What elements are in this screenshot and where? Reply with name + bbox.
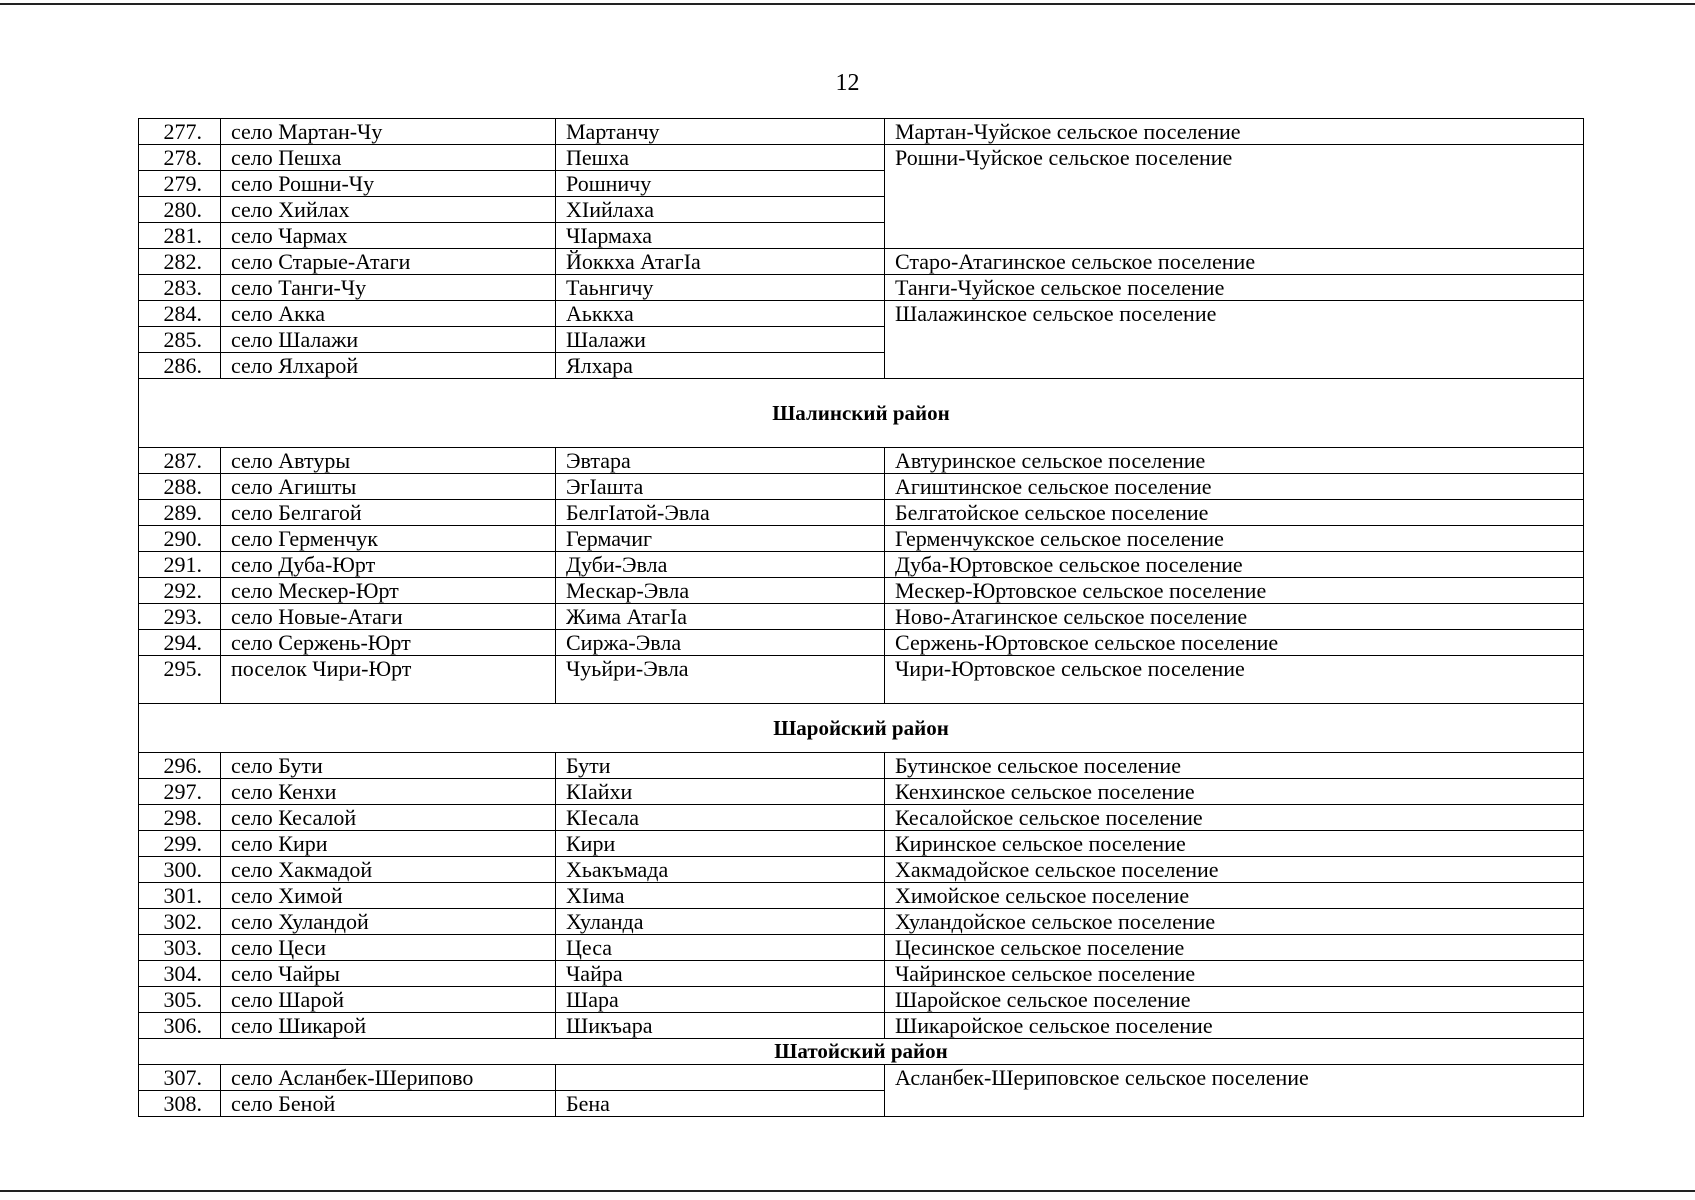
row-number: 294. [139, 630, 221, 656]
settlement-name: село Агишты [221, 474, 556, 500]
settlement-name: село Цеси [221, 935, 556, 961]
settlement-name: село Акка [221, 301, 556, 327]
chechen-name: Шара [556, 987, 885, 1013]
chechen-name: КIесала [556, 805, 885, 831]
row-number: 292. [139, 578, 221, 604]
chechen-name: Сиржа-Эвла [556, 630, 885, 656]
settlement-name: село Белгагой [221, 500, 556, 526]
settlement-name: село Шикарой [221, 1013, 556, 1039]
chechen-name: Гермачиг [556, 526, 885, 552]
chechen-name: Хьакъмада [556, 857, 885, 883]
chechen-name: Чуьйри-Эвла [556, 656, 885, 704]
settlement-name: село Хуландой [221, 909, 556, 935]
settlement-name: село Хакмадой [221, 857, 556, 883]
chechen-name: Чайра [556, 961, 885, 987]
municipality-name: Автуринское сельское поселение [885, 448, 1584, 474]
settlement-name: село Хийлах [221, 197, 556, 223]
chechen-name: Ялхара [556, 353, 885, 379]
table-row [139, 935, 1584, 961]
row-number: 281. [139, 223, 221, 249]
chechen-name: Мескар-Эвла [556, 578, 885, 604]
table-row [139, 909, 1584, 935]
municipality-name: Хакмадойское сельское поселение [885, 857, 1584, 883]
chechen-name: Кири [556, 831, 885, 857]
settlement-name: село Мартан-Чу [221, 119, 556, 145]
municipality-name: Белгатойское сельское поселение [885, 500, 1584, 526]
chechen-name: Мартанчу [556, 119, 885, 145]
municipality-name: Танги-Чуйское сельское поселение [885, 275, 1584, 301]
row-number: 279. [139, 171, 221, 197]
table-row [139, 552, 1584, 578]
chechen-name: Бена [556, 1091, 885, 1117]
chechen-name: Шалажи [556, 327, 885, 353]
table-row [139, 961, 1584, 987]
region-header-row [139, 1039, 1584, 1065]
municipality-name: Бутинское сельское поселение [885, 753, 1584, 779]
region-title: Шаройский район [139, 704, 1584, 753]
row-number: 301. [139, 883, 221, 909]
region-title: Шалинский район [139, 379, 1584, 448]
settlement-name: село Сержень-Юрт [221, 630, 556, 656]
settlement-name: село Пешха [221, 145, 556, 171]
table-row [139, 448, 1584, 474]
municipality-name: Кенхинское сельское поселение [885, 779, 1584, 805]
row-number: 302. [139, 909, 221, 935]
table-row [139, 1013, 1584, 1039]
chechen-name: Рошничу [556, 171, 885, 197]
table-row [139, 500, 1584, 526]
row-number: 304. [139, 961, 221, 987]
municipality-name: Ново-Атагинское сельское поселение [885, 604, 1584, 630]
row-number: 295. [139, 656, 221, 704]
table-row [139, 145, 1584, 171]
settlement-name: село Новые-Атаги [221, 604, 556, 630]
row-number: 283. [139, 275, 221, 301]
settlement-name: село Кесалой [221, 805, 556, 831]
settlement-name: село Мескер-Юрт [221, 578, 556, 604]
chechen-name: ХIийлаха [556, 197, 885, 223]
table-row [139, 526, 1584, 552]
row-number: 290. [139, 526, 221, 552]
row-number: 300. [139, 857, 221, 883]
chechen-name: Дуби-Эвла [556, 552, 885, 578]
row-number: 297. [139, 779, 221, 805]
table-row [139, 474, 1584, 500]
municipality-name: Шикаройское сельское поселение [885, 1013, 1584, 1039]
chechen-name: ЧIармаха [556, 223, 885, 249]
row-number: 299. [139, 831, 221, 857]
settlement-name: село Кири [221, 831, 556, 857]
settlement-name: село Чайры [221, 961, 556, 987]
region-header-row [139, 379, 1584, 448]
row-number: 303. [139, 935, 221, 961]
row-number: 298. [139, 805, 221, 831]
municipality-name: Шаройское сельское поселение [885, 987, 1584, 1013]
table-row [139, 857, 1584, 883]
municipality-name: Цесинское сельское поселение [885, 935, 1584, 961]
row-number: 282. [139, 249, 221, 275]
settlement-name: село Шарой [221, 987, 556, 1013]
row-number: 293. [139, 604, 221, 630]
municipality-name: Рошни-Чуйское сельское поселение [885, 145, 1584, 249]
table-row [139, 578, 1584, 604]
row-number: 296. [139, 753, 221, 779]
municipality-name: Кесалойское сельское поселение [885, 805, 1584, 831]
row-number: 307. [139, 1065, 221, 1091]
municipality-name: Киринское сельское поселение [885, 831, 1584, 857]
chechen-name: ЭгIашта [556, 474, 885, 500]
row-number: 308. [139, 1091, 221, 1117]
settlement-name: село Беной [221, 1091, 556, 1117]
row-number: 278. [139, 145, 221, 171]
table-row [139, 1065, 1584, 1091]
chechen-name [556, 1065, 885, 1091]
table-row [139, 987, 1584, 1013]
settlements-table [138, 118, 1584, 1117]
municipality-name: Хуландойское сельское поселение [885, 909, 1584, 935]
table-row [139, 779, 1584, 805]
chechen-name: БелгIатой-Эвла [556, 500, 885, 526]
chechen-name: Бути [556, 753, 885, 779]
scan-edge-bottom [0, 1190, 1695, 1192]
municipality-name: Агиштинское сельское поселение [885, 474, 1584, 500]
municipality-name: Сержень-Юртовское сельское поселение [885, 630, 1584, 656]
municipality-name: Старо-Атагинское сельское поселение [885, 249, 1584, 275]
row-number: 289. [139, 500, 221, 526]
settlement-name: село Ялхарой [221, 353, 556, 379]
table-row [139, 753, 1584, 779]
row-number: 305. [139, 987, 221, 1013]
municipality-name: Шалажинское сельское поселение [885, 301, 1584, 379]
table-row [139, 275, 1584, 301]
chechen-name: Таьнгичу [556, 275, 885, 301]
chechen-name: КIайхи [556, 779, 885, 805]
table-row [139, 805, 1584, 831]
settlement-name: село Бути [221, 753, 556, 779]
table-row [139, 249, 1584, 275]
row-number: 277. [139, 119, 221, 145]
chechen-name: Шикъара [556, 1013, 885, 1039]
chechen-name: Хуланда [556, 909, 885, 935]
settlement-name: село Танги-Чу [221, 275, 556, 301]
chechen-name: Цеса [556, 935, 885, 961]
municipality-name: Чири-Юртовское сельское поселение [885, 656, 1584, 704]
table-row [139, 119, 1584, 145]
settlement-name: село Чармах [221, 223, 556, 249]
chechen-name: Эвтара [556, 448, 885, 474]
municipality-name: Мартан-Чуйское сельское поселение [885, 119, 1584, 145]
chechen-name: Аьккха [556, 301, 885, 327]
chechen-name: ХIима [556, 883, 885, 909]
table-row [139, 883, 1584, 909]
row-number: 284. [139, 301, 221, 327]
page-number: 12 [835, 70, 860, 96]
settlement-name: село Старые-Атаги [221, 249, 556, 275]
region-title: Шатойский район [139, 1039, 1584, 1065]
chechen-name: Жима АтагIа [556, 604, 885, 630]
municipality-name: Мескер-Юртовское сельское поселение [885, 578, 1584, 604]
table-row [139, 831, 1584, 857]
settlement-name: село Химой [221, 883, 556, 909]
row-number: 286. [139, 353, 221, 379]
municipality-name: Герменчукское сельское поселение [885, 526, 1584, 552]
region-header-row [139, 704, 1584, 753]
settlement-name: поселок Чири-Юрт [221, 656, 556, 704]
chechen-name: Йоккха АтагIа [556, 249, 885, 275]
scan-edge-top [0, 3, 1695, 5]
settlement-name: село Рошни-Чу [221, 171, 556, 197]
row-number: 280. [139, 197, 221, 223]
row-number: 306. [139, 1013, 221, 1039]
settlement-name: село Автуры [221, 448, 556, 474]
municipality-name: Химойское сельское поселение [885, 883, 1584, 909]
settlement-name: село Кенхи [221, 779, 556, 805]
table-row [139, 604, 1584, 630]
settlement-name: село Дуба-Юрт [221, 552, 556, 578]
row-number: 291. [139, 552, 221, 578]
municipality-name: Асланбек-Шериповское сельское поселение [885, 1065, 1584, 1117]
settlement-name: село Герменчук [221, 526, 556, 552]
row-number: 285. [139, 327, 221, 353]
table-row [139, 301, 1584, 327]
row-number: 288. [139, 474, 221, 500]
municipality-name: Дуба-Юртовское сельское поселение [885, 552, 1584, 578]
municipality-name: Чайринское сельское поселение [885, 961, 1584, 987]
settlement-name: село Шалажи [221, 327, 556, 353]
table-row [139, 656, 1584, 704]
chechen-name: Пешха [556, 145, 885, 171]
settlement-name: село Асланбек-Шерипово [221, 1065, 556, 1091]
table-row [139, 630, 1584, 656]
row-number: 287. [139, 448, 221, 474]
